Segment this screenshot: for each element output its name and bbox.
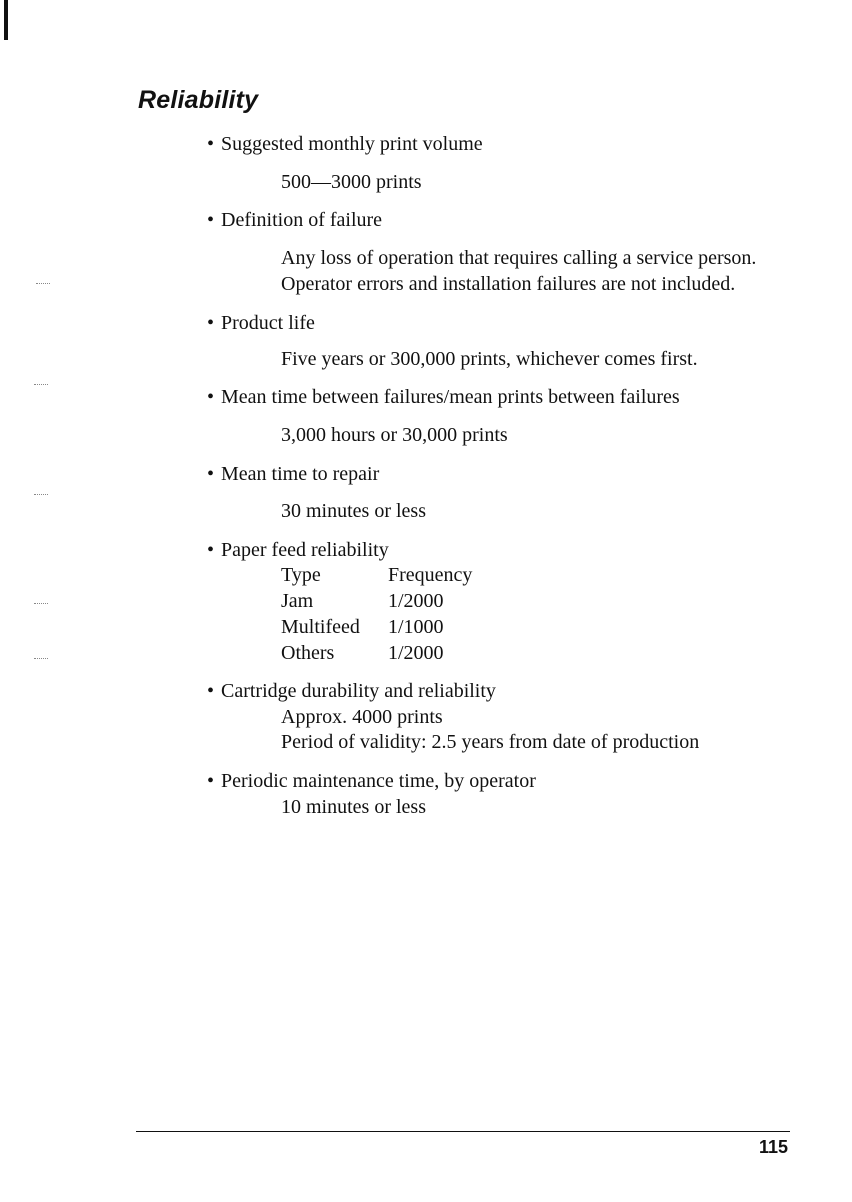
scan-edge-mark xyxy=(34,384,48,385)
page-number: 115 xyxy=(758,1137,788,1157)
bullet-item xyxy=(207,462,379,486)
section-heading: Reliability xyxy=(138,86,259,114)
bullet-marker: • xyxy=(207,386,215,408)
scan-edge-mark xyxy=(4,0,8,40)
table-cell-type: Jam xyxy=(281,590,314,612)
bullet-label: Product life xyxy=(221,312,315,334)
bullet-label: Cartridge durability and reliability xyxy=(221,680,496,702)
detail-line: Period of validity: 2.5 years from date of production xyxy=(281,731,700,753)
scan-edge-mark xyxy=(34,494,48,495)
table-cell-type: Multifeed xyxy=(281,616,360,638)
bullet-label: Definition of failure xyxy=(221,209,383,231)
detail-line: 10 minutes or less xyxy=(281,796,426,818)
table-cell-frequency: 1/2000 xyxy=(388,642,444,664)
bullet-marker: • xyxy=(207,209,215,231)
bullet-label: Periodic maintenance time, by operator xyxy=(221,770,536,792)
detail-line: Any loss of operation that requires calling a service person. xyxy=(281,247,757,269)
bullet-label: Mean time to repair xyxy=(221,463,380,485)
bullet-marker: • xyxy=(207,463,215,485)
bullet-item xyxy=(207,679,496,703)
bullet-marker: • xyxy=(207,133,215,155)
table-cell-type: Others xyxy=(281,642,335,664)
scan-edge-mark xyxy=(36,283,50,284)
detail-line: 3,000 hours or 30,000 prints xyxy=(281,424,508,446)
footer-rule xyxy=(136,1131,790,1132)
detail-line: Five years or 300,000 prints, whichever comes first. xyxy=(281,348,698,370)
bullet-marker: • xyxy=(207,539,215,561)
bullet-item xyxy=(207,208,382,232)
bullet-item xyxy=(207,311,315,335)
bullet-label: Suggested monthly print volume xyxy=(221,133,483,155)
table-header-type: Type xyxy=(281,564,321,586)
bullet-marker: • xyxy=(207,312,215,334)
bullet-marker: • xyxy=(207,770,215,792)
bullet-label: Mean time between failures/mean prints between failures xyxy=(221,386,680,408)
detail-line: 500—3000 prints xyxy=(281,171,422,193)
table-header-frequency: Frequency xyxy=(388,564,473,586)
bullet-label: Paper feed reliability xyxy=(221,539,389,561)
scan-edge-mark xyxy=(34,658,48,659)
scan-edge-mark xyxy=(34,603,48,604)
table-cell-frequency: 1/1000 xyxy=(388,616,444,638)
bullet-item xyxy=(207,132,483,156)
bullet-marker: • xyxy=(207,680,215,702)
bullet-item xyxy=(207,538,389,562)
table-cell-frequency: 1/2000 xyxy=(388,590,444,612)
bullet-item xyxy=(207,385,680,409)
detail-line: 30 minutes or less xyxy=(281,500,426,522)
detail-line: Approx. 4000 prints xyxy=(281,706,443,728)
bullet-item xyxy=(207,769,536,793)
detail-line: Operator errors and installation failures are not included. xyxy=(281,273,736,295)
